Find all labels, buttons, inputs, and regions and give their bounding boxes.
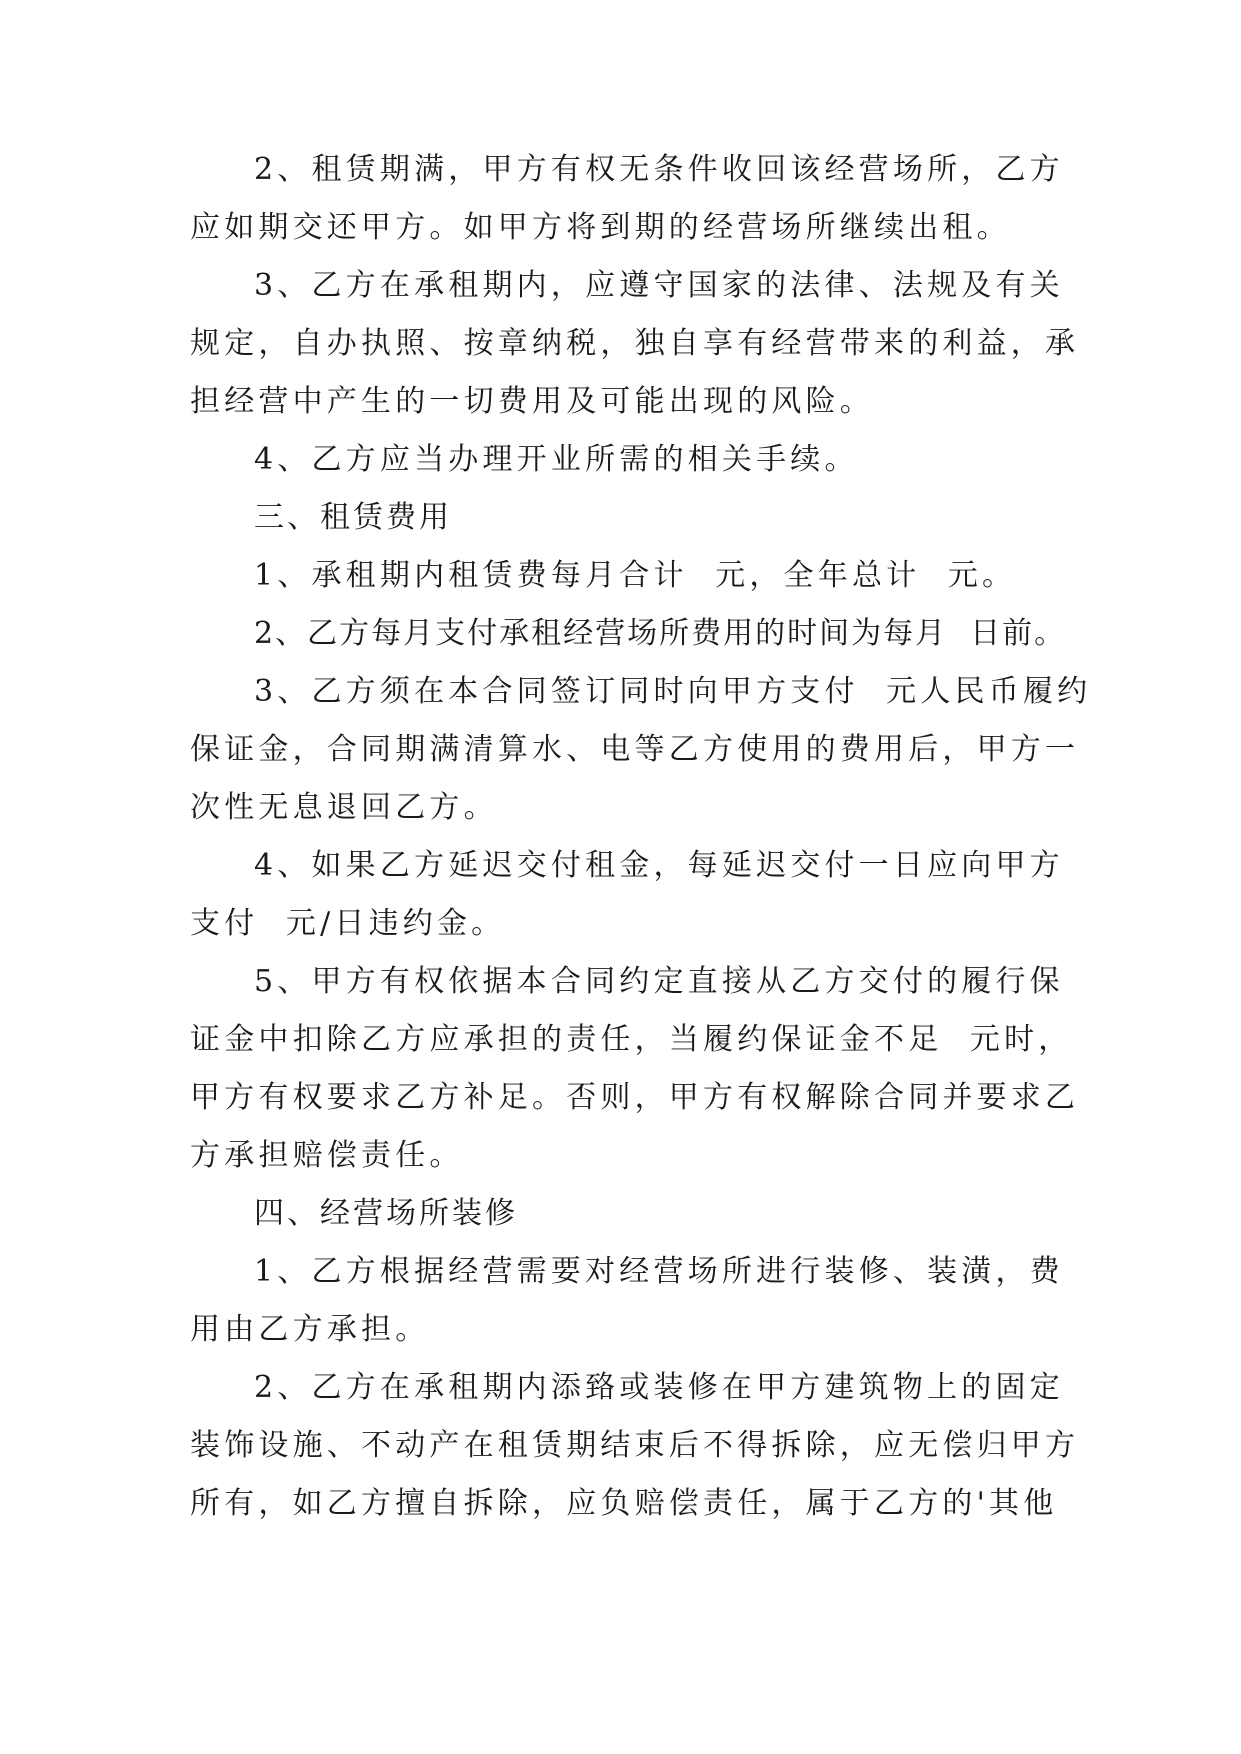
section-heading: 四、经营场所装修 xyxy=(254,1196,518,1231)
section-heading: 三、租赁费用 xyxy=(254,500,452,535)
paragraph-line: 5、甲方有权依据本合同约定直接从乙方交付的履行保 xyxy=(254,964,1064,999)
paragraph-line: 1、乙方根据经营需要对经营场所进行装修、装潢，费 xyxy=(254,1254,1064,1289)
paragraph-line: 用由乙方承担。 xyxy=(190,1312,430,1347)
paragraph-line: 保证金，合同期满清算水、电等乙方使用的费用后，甲方一 xyxy=(190,732,1080,767)
paragraph-line: 证金中扣除乙方应承担的责任，当履约保证金不足 元时， xyxy=(190,1022,1073,1057)
paragraph-line: 2、乙方在承租期内添臵或装修在甲方建筑物上的固定 xyxy=(254,1370,1064,1405)
paragraph-line: 2、乙方每月支付承租经营场所费用的时间为每月 日前。 xyxy=(254,616,1067,651)
paragraph-line: 应如期交还甲方。如甲方将到期的经营场所继续出租。 xyxy=(190,210,1011,245)
paragraph-line: 支付 元/日违约金。 xyxy=(190,906,506,941)
paragraph-line: 3、乙方须在本合同签订同时向甲方支付 元人民币履约 xyxy=(254,674,1092,709)
paragraph-line: 装饰设施、不动产在租赁期结束后不得拆除，应无偿归甲方 xyxy=(190,1428,1080,1463)
paragraph-line: 方承担赔偿责任。 xyxy=(190,1138,464,1173)
paragraph-line: 规定，自办执照、按章纳税，独自享有经营带来的利益，承 xyxy=(190,326,1080,361)
paragraph-line: 所有，如乙方擅自拆除，应负赔偿责任，属于乙方的'其他 xyxy=(190,1486,1058,1521)
paragraph-line: 次性无息退回乙方。 xyxy=(190,790,498,825)
paragraph-line: 1、承租期内租赁费每月合计 元，全年总计 元。 xyxy=(254,558,1017,593)
paragraph-line: 甲方有权要求乙方补足。否则，甲方有权解除合同并要求乙 xyxy=(190,1080,1080,1115)
paragraph-line: 4、如果乙方延迟交付租金，每延迟交付一日应向甲方 xyxy=(254,848,1064,883)
paragraph-line: 3、乙方在承租期内，应遵守国家的法律、法规及有关 xyxy=(254,268,1064,303)
paragraph-line: 2、租赁期满，甲方有权无条件收回该经营场所，乙方 xyxy=(254,152,1064,187)
paragraph-line: 担经营中产生的一切费用及可能出现的风险。 xyxy=(190,384,874,419)
paragraph-line: 4、乙方应当办理开业所需的相关手续。 xyxy=(254,442,859,477)
